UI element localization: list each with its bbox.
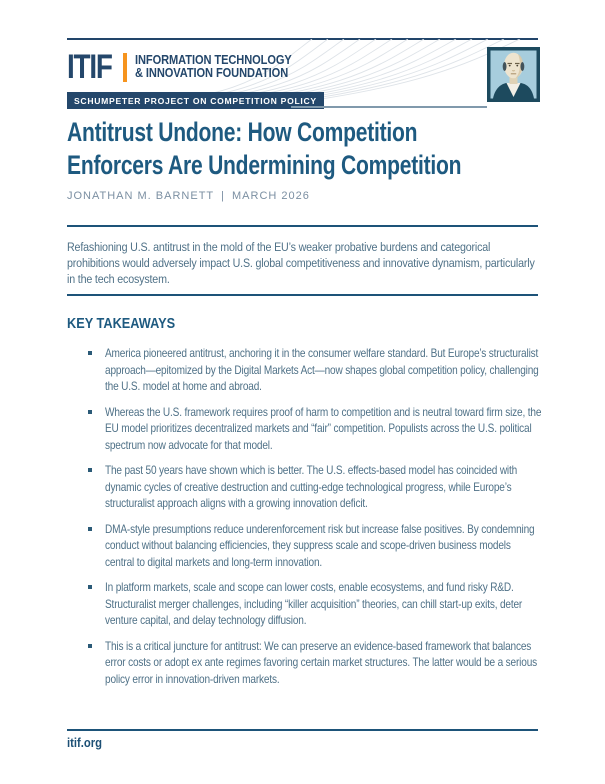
takeaway-text: Whereas the U.S. framework requires proof of harm to competition and is neutral toward firm size, the EU model prioritizes decentralized markets and “fair” competition. Populists across the U.S. political spectrum now advocate for that model. <box>105 404 542 452</box>
itif-logo-divider-bar <box>123 53 127 82</box>
key-takeaways-heading: KEY TAKEAWAYS <box>67 315 176 332</box>
header-baseline-rule <box>291 106 487 108</box>
footer-rule <box>67 729 538 731</box>
takeaway-text: America pioneered antitrust, anchoring it in the consumer welfare standard. But Europe’s structuralist approach—epitomized by the Digital Markets Act—now shapes global competition policy, challenging the U.S. model at home and abroad. <box>105 346 539 393</box>
page-title <box>67 116 538 182</box>
takeaway-item <box>67 579 538 629</box>
takeaway-item <box>67 521 538 571</box>
bullet-square-icon <box>88 351 92 355</box>
takeaway-item <box>67 638 538 688</box>
byline-author: JONATHAN M. BARNETT <box>67 190 215 202</box>
itif-logo-acronym: ITIF <box>67 47 112 86</box>
cover-content <box>67 116 542 696</box>
takeaway-item <box>67 404 542 454</box>
abstract-box <box>67 225 538 296</box>
itif-logo <box>67 49 313 85</box>
schumpeter-project-banner: SCHUMPETER PROJECT ON COMPETITION POLICY <box>67 92 324 109</box>
takeaway-item <box>67 462 538 512</box>
bullet-square-icon <box>88 585 92 589</box>
itif-logo-name <box>135 54 313 81</box>
schumpeter-portrait-image <box>487 47 540 102</box>
page-title-line2: Enforcers Are Undermining Competition <box>67 150 462 180</box>
schumpeter-portrait-icon <box>487 47 540 102</box>
bullet-square-icon <box>88 644 92 648</box>
takeaway-text: DMA-style presumptions reduce underenforcement risk but increase false positives. By condemning conduct without balancing efficiencies, they suppress scale and scope-driven business models central to digital markets and long-term innovation. <box>105 521 535 569</box>
bullet-square-icon <box>88 468 92 472</box>
bullet-square-icon <box>88 527 92 531</box>
byline-date: MARCH 2026 <box>232 190 310 202</box>
page-title-line1: Antitrust Undone: How Competition <box>67 117 418 147</box>
takeaway-item <box>67 345 538 395</box>
byline <box>67 190 538 202</box>
itif-org-link[interactable]: itif.org <box>67 736 103 750</box>
byline-separator: | <box>221 190 225 202</box>
takeaway-text: In platform markets, scale and scope can lower costs, enable ecosystems, and fund risky R&D. Structuralist merger challenges, including “killer acquisition” theories, can chill start-up exits, deter venture capital, and delay technology diffusion. <box>105 580 523 627</box>
key-takeaways-list <box>67 345 542 688</box>
bullet-square-icon <box>88 410 92 414</box>
takeaway-text: The past 50 years have shown which is better. The U.S. effects-based model has coincided with dynamic cycles of creative destruction and cutting-edge technological progress, while Europe’s structuralist approach aligns with a growing innovation deficit. <box>105 463 518 510</box>
logo-name-line2: & INNOVATION FOUNDATION <box>134 66 289 80</box>
takeaway-text: This is a critical juncture for antitrust: We can preserve an evidence-based framework that balances error costs or adopt ex ante regimes favoring certain market structures. The latter would be a serious policy error in innovation-driven markets. <box>105 638 538 686</box>
logo-name-line1: INFORMATION TECHNOLOGY <box>134 52 292 67</box>
abstract-text: Refashioning U.S. antitrust in the mold of the EU’s weaker probative burdens and categorical prohibitions would adversely impact U.S. global competitiveness and innovative dynamism, particularly in the tech ecosystem. <box>67 240 535 286</box>
